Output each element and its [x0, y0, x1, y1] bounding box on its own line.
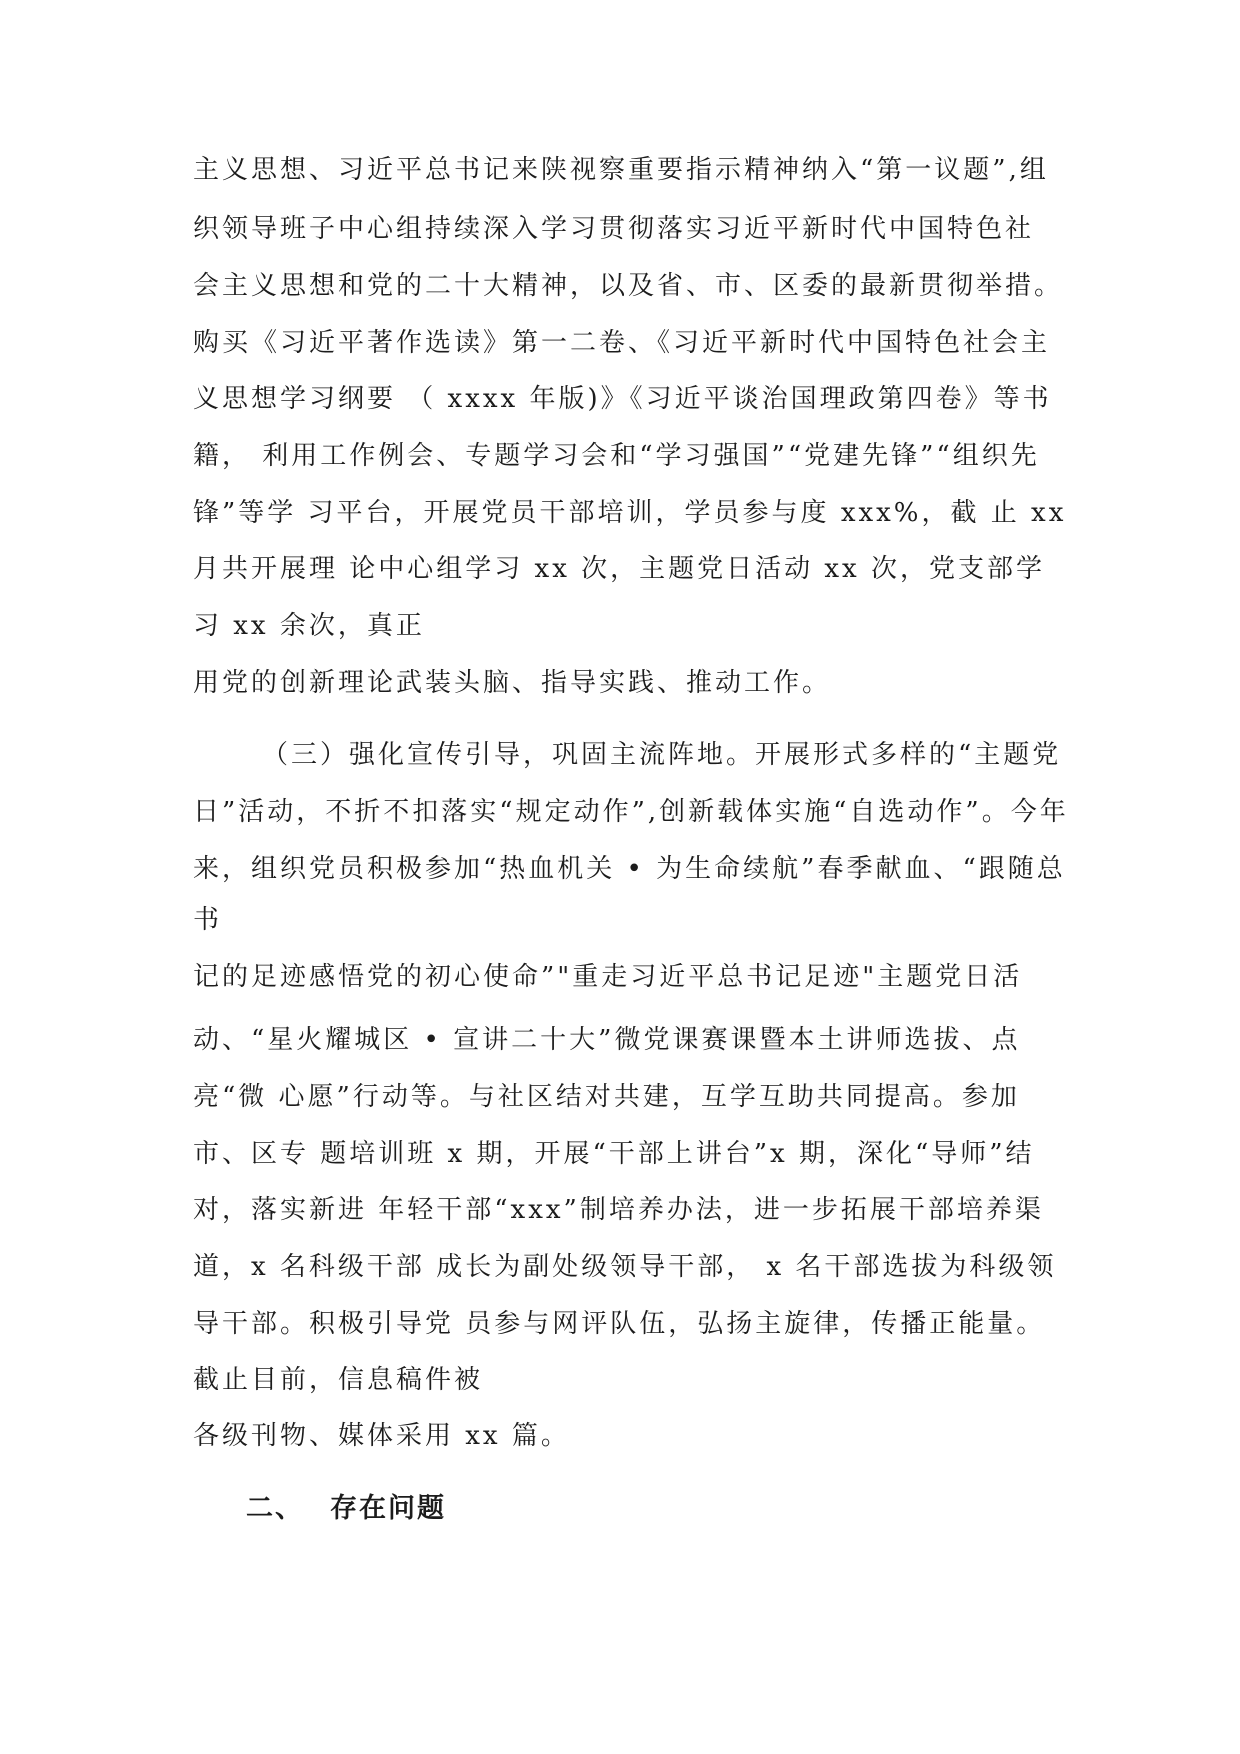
body-text-line: 动、“星火耀城区 • 宣讲二十大”微党课赛课暨本土讲师选拔、点 — [193, 1025, 1021, 1055]
section-heading-number: 二、 — [246, 1493, 304, 1524]
body-text-line: 籍， 利用工作例会、专题学习会和“学习强国”“党建先锋”“组织先 — [193, 441, 1040, 471]
body-text-line: 习 xx 余次，真正 — [193, 611, 425, 641]
body-text-line: 亮“微 心愿”行动等。与社区结对共建，互学互助共同提高。参加 — [193, 1082, 1020, 1112]
body-text-line: 市、区专 题培训班 x 期，开展“干部上讲台”x 期，深化“导师”结 — [193, 1139, 1035, 1169]
body-text-line: 购买《习近平著作选读》第一二卷、《习近平新时代中国特色社会主 — [193, 328, 1051, 358]
body-text-line: 各级刊物、媒体采用 xx 篇。 — [193, 1421, 570, 1451]
body-text-line: 记的足迹感悟党的初心使命”"重走习近平总书记足迹"主题党日活 — [193, 962, 1023, 992]
section-paragraph-start: （三）强化宣传引导，巩固主流阵地。开展形式多样的“主题党 — [262, 740, 1062, 770]
body-text-line: 日”活动，不折不扣落实“规定动作”,创新载体实施“自选动作”。今年 — [193, 797, 1069, 827]
body-text-line: 对，落实新进 年轻干部“xxx”制培养办法，进一步拓展干部培养渠 — [193, 1195, 1044, 1225]
body-text-line: 书 — [193, 905, 223, 935]
body-text-line: 来，组织党员积极参加“热血机关 • 为生命续航”春季献血、“跟随总 — [193, 854, 1066, 884]
body-text-line: 义思想学习纲要 （ xxxx 年版)》《习近平谈治国理政第四卷》等书 — [193, 384, 1052, 414]
section-heading-title: 存在问题 — [330, 1493, 446, 1524]
body-text-line: 会主义思想和党的二十大精神，以及省、市、区委的最新贯彻举措。 — [193, 271, 1064, 301]
body-text-line: 道，x 名科级干部 成长为副处级领导干部， x 名干部选拔为科级领 — [193, 1252, 1057, 1282]
body-text-line: 主义思想、习近平总书记来陕视察重要指示精神纳入“第一议题”,组 — [193, 155, 1049, 185]
body-text-line: 导干部。积极引导党 员参与网评队伍，弘扬主旋律，传播正能量。 — [193, 1309, 1046, 1339]
body-text-line: 截止目前，信息稿件被 — [193, 1365, 484, 1395]
body-text-line: 锋”等学 习平台，开展党员干部培训，学员参与度 xxx%，截 止 xx — [193, 498, 1067, 528]
section-heading — [246, 1491, 446, 1527]
body-text-line: 月共开展理 论中心组学习 xx 次，主题党日活动 xx 次，党支部学 — [193, 554, 1045, 584]
body-text-line: 织领导班子中心组持续深入学习贯彻落实习近平新时代中国特色社 — [193, 214, 1035, 244]
body-text-line: 用党的创新理论武装头脑、指导实践、推动工作。 — [193, 668, 832, 698]
